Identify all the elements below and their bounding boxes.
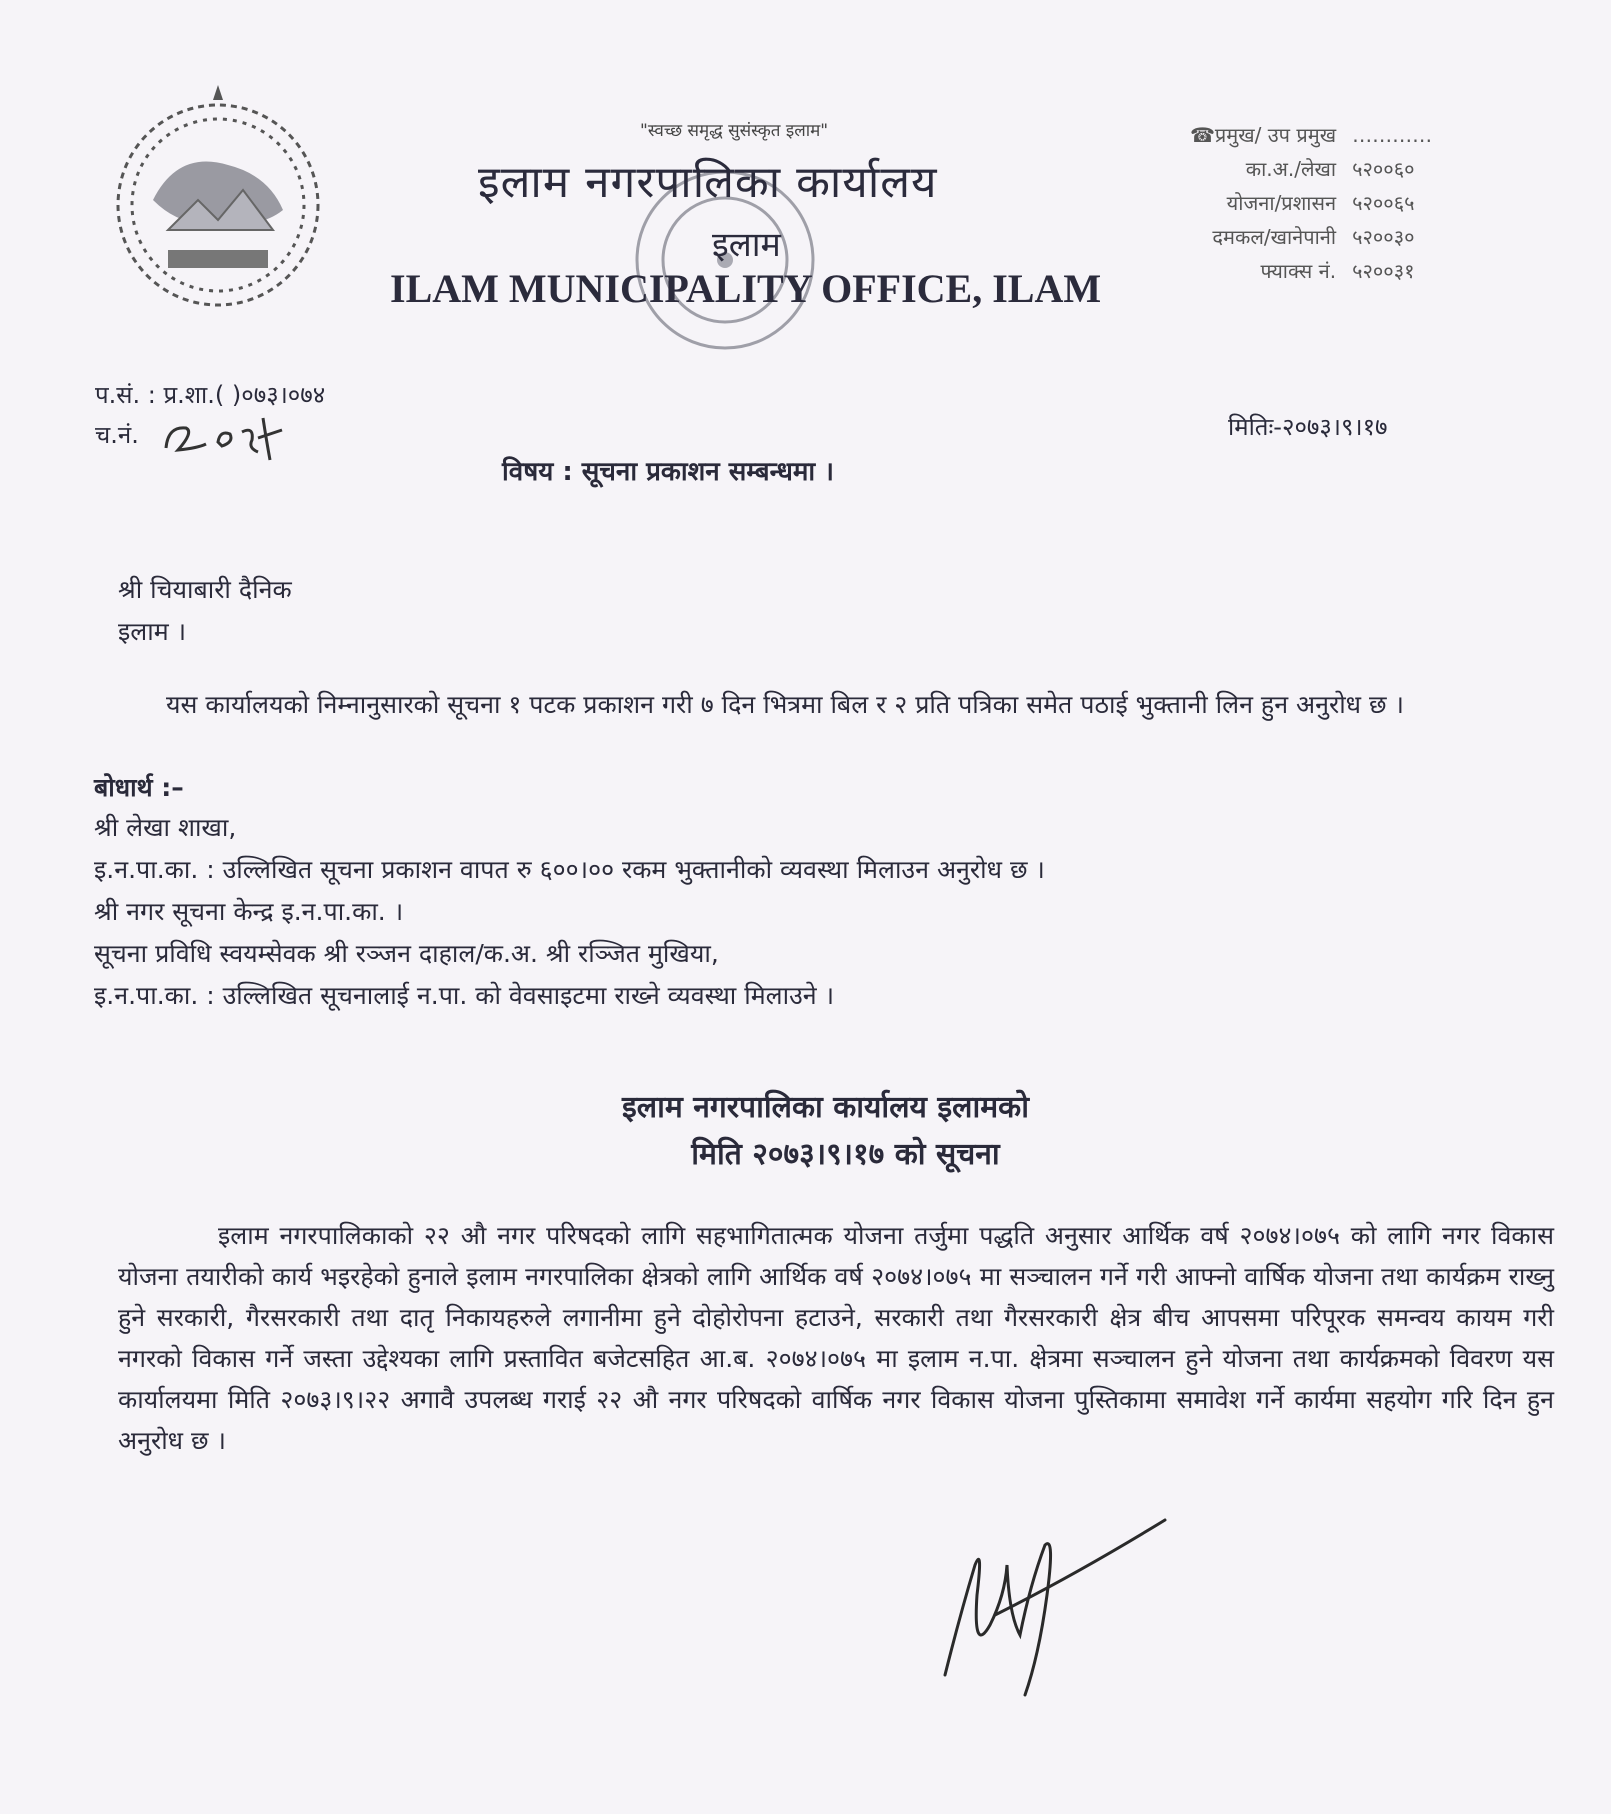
letter-subject: विषय : सूचना प्रकाशन सम्बन्धमा । (502, 457, 835, 487)
contact-row (1190, 220, 1468, 254)
contact-label: फ्याक्स नं. (1260, 259, 1337, 283)
contact-label: ☎प्रमुख/ उप प्रमुख (1190, 123, 1337, 147)
contact-row (1190, 186, 1468, 220)
cc-line: श्री लेखा शाखा, (94, 813, 237, 842)
contact-list (1190, 118, 1468, 288)
recipient-address: इलाम । (118, 617, 187, 646)
contact-row (1190, 152, 1468, 186)
cc-heading: बोधार्थ :– (94, 773, 184, 802)
cc-line: श्री नगर सूचना केन्द्र इ.न.पा.का. । (94, 897, 404, 926)
contact-number: ………… (1352, 123, 1433, 147)
recipient-name: श्री चियाबारी दैनिक (118, 575, 292, 604)
city-name-nepali: इलाम (712, 225, 781, 265)
office-title-nepali: इलाम नगरपालिका कार्यालय (478, 157, 938, 208)
signature-icon (935, 1505, 1175, 1705)
request-paragraph: यस कार्यालयको निम्नानुसारको सूचना १ पटक प्रकाशन गरी ७ दिन भित्रमा बिल र २ प्रति पत्रिका समेत पठाई भुक्तानी लिन हुन अनुरोध छ । (166, 690, 1404, 719)
notice-subheading: मिति २०७३।९।१७ को सूचना (691, 1137, 1000, 1172)
notice-heading: इलाम नगरपालिका कार्यालय इलामको (622, 1090, 1029, 1125)
contact-number: ५२००६५ (1352, 191, 1415, 215)
handwritten-dispatch-number-icon (158, 408, 288, 468)
notice-body: इलाम नगरपालिकाको २२ औ नगर परिषदको लागि सहभागितात्मक योजना तर्जुमा पद्धति अनुसार आर्थिक वर्ष २०७४।०७५ को लागि नगर विकास योजना तयारीको कार्य भइरहेको हुनाले इलाम नगरपालिका क्षेत्रको लागि आर्थिक वर्ष २०७४।०७५ मा सञ्चालन गर्ने गरी आफ्नो वार्षिक योजना तथा कार्यक्रम राख्नु हुने सरकारी, गैरसरकारी तथा दातृ निकायहरुले लगानीमा हुने दोहोरोपना हटाउने, सरकारी तथा गैरसरकारी क्षेत्र बीच आपसमा परिपूरक समन्वय कायम गरी नगरको विकास गर्ने जस्ता उद्देश्यका लागि प्रस्तावित बजेटसहित आ.ब. २०७४।०७५ मा इलाम न.पा. क्षेत्रमा सञ्चालन हुने योजना तथा कार्यक्रमको विवरण यस कार्यालयमा मिति २०७३।९।२२ अगावै उपलब्ध गराई २२ औ नगर परिषदको वार्षिक नगर विकास योजना पुस्तिकामा समावेश गर्ने कार्यमा सहयोग गरि दिन हुन अनुरोध छ । (118, 1221, 1554, 1455)
motto: "स्वच्छ समृद्ध सुसंस्कृत इलाम" (640, 121, 829, 141)
cc-line: इ.न.पा.का. : उल्लिखित सूचनालाई न.पा. को वेवसाइटमा राख्ने व्यवस्था मिलाउने । (94, 981, 835, 1010)
contact-row (1190, 254, 1468, 288)
reference-number: प.सं. : प्र.शा.( )०७३।०७४ (95, 381, 326, 409)
nepal-emblem-icon (98, 80, 338, 320)
letter-date: मितिः-२०७३।९।१७ (1228, 413, 1388, 441)
contact-number: ५२००३१ (1352, 259, 1415, 283)
contact-number: ५२००३० (1352, 225, 1415, 249)
office-title-english: ILAM MUNICIPALITY OFFICE, ILAM (390, 266, 1102, 311)
contact-label: योजना/प्रशासन (1226, 191, 1337, 215)
contact-number: ५२००६० (1352, 157, 1415, 181)
contact-row (1190, 118, 1468, 152)
dispatch-number-label: च.नं. (95, 421, 139, 449)
cc-line: इ.न.पा.का. : उल्लिखित सूचना प्रकाशन वापत रु ६००।०० रकम भुक्तानीको व्यवस्था मिलाउन अनुरोध छ । (94, 855, 1045, 884)
cc-line: सूचना प्रविधि स्वयम्सेवक श्री रञ्जन दाहाल/क.अ. श्री रञ्जित मुखिया, (94, 939, 719, 968)
contact-label: दमकल/खानेपानी (1212, 225, 1337, 249)
contact-label: का.अ./लेखा (1245, 157, 1337, 181)
